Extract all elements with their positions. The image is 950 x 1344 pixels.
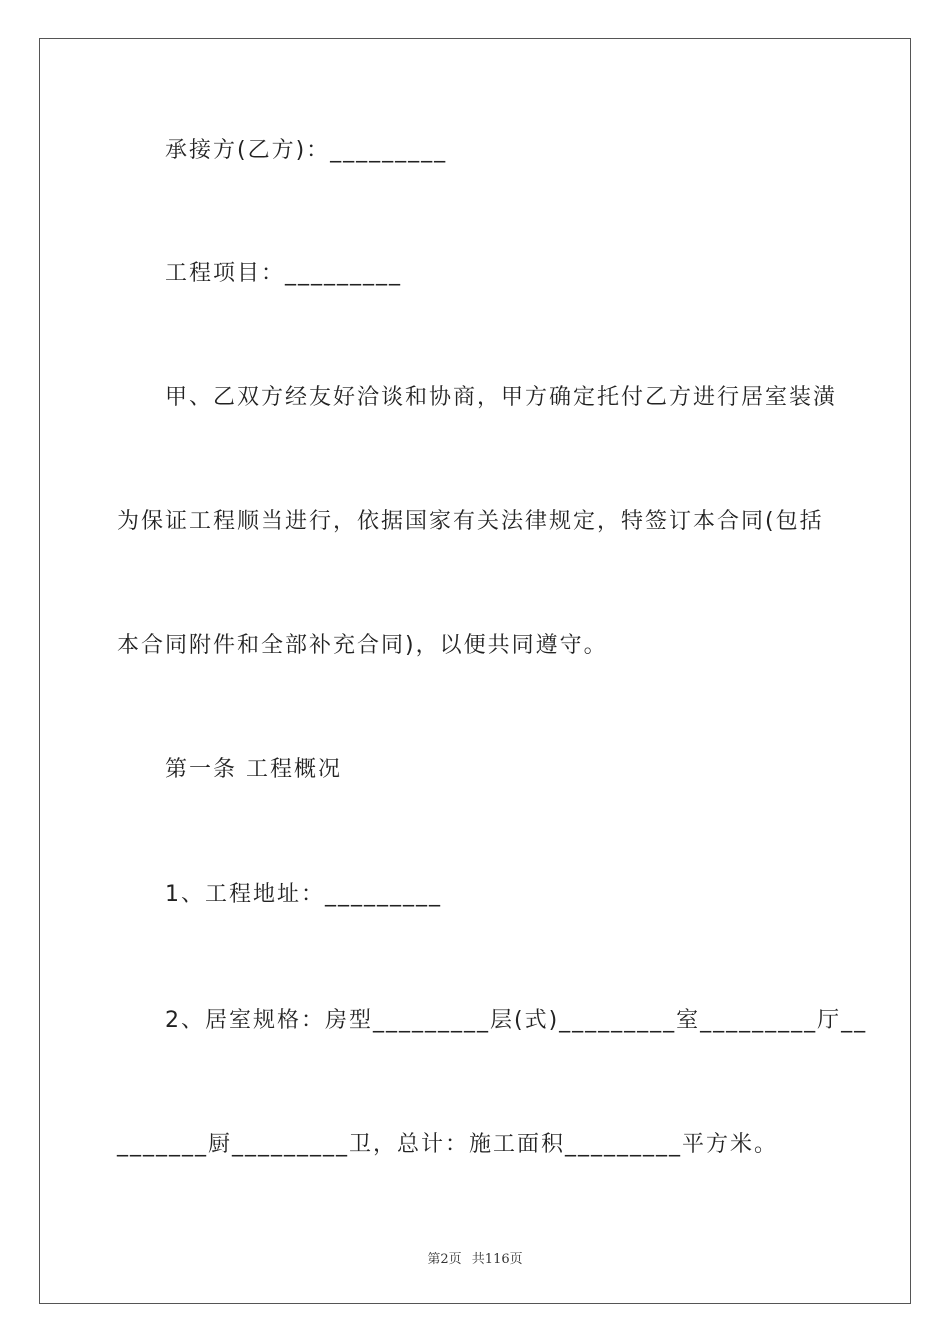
paragraph-line-2: 为保证工程顺当进行，依据国家有关法律规定，特签订本合同(包括 — [117, 509, 824, 534]
page-total: 共116页 — [471, 1252, 523, 1267]
page-footer — [0, 1248, 950, 1267]
page-border — [39, 38, 911, 1304]
paragraph-line-1: 甲、乙双方经友好洽谈和协商，甲方确定托付乙方进行居室装潢 — [165, 385, 838, 410]
party-b-line: 承接方(乙方)：_________ — [165, 138, 448, 163]
paragraph-line-3: 本合同附件和全部补充合同)，以便共同遵守。 — [117, 633, 608, 658]
article-heading: 第一条 工程概况 — [165, 757, 342, 782]
project-line: 工程项目：_________ — [165, 261, 403, 286]
item-address: 1、工程地址：_________ — [165, 882, 442, 907]
item-room-spec-cont: _______厨_________卫，总计：施工面积_________平方米。 — [117, 1132, 779, 1157]
page-number: 第2页 — [427, 1252, 462, 1267]
item-room-spec: 2、居室规格：房型_________层(式)_________室_________厅__ — [165, 1008, 868, 1033]
